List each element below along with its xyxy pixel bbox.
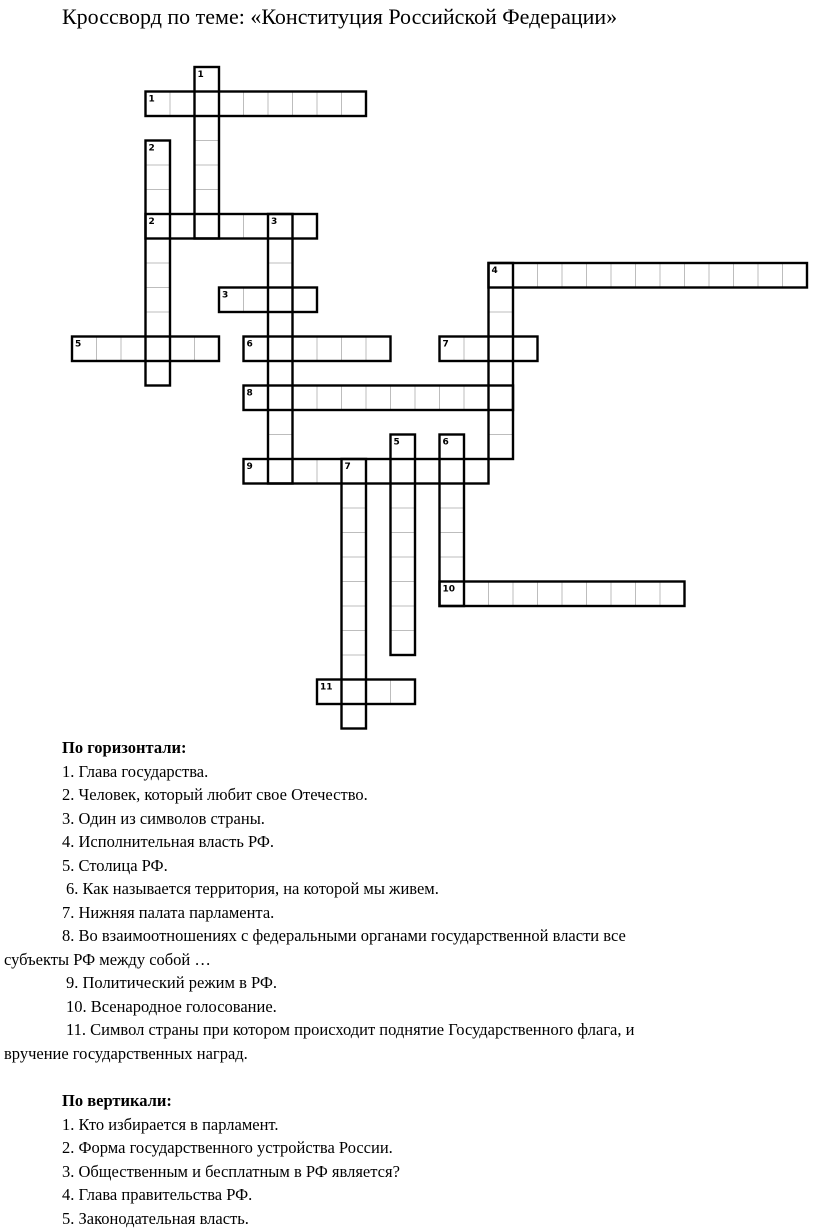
crossword-cell [195, 165, 220, 190]
crossword-cell [489, 386, 514, 411]
crossword-cell [195, 116, 220, 141]
crossword-cell [440, 459, 465, 484]
clue-v3: 3. Общественным и бесплатным в РФ является? [0, 1160, 816, 1184]
clue-h10: 10. Всенародное голосование. [0, 995, 816, 1019]
crossword-cell [587, 263, 612, 288]
crossword-cell [268, 288, 293, 313]
crossword-cell [146, 337, 171, 362]
clue-h9: 9. Политический режим в РФ. [0, 971, 816, 995]
crossword-cell [342, 582, 367, 607]
crossword-cell [146, 312, 171, 337]
clue-h8-line1: 8. Во взаимоотношениях с федеральными органами государственной власти все [0, 924, 816, 948]
clue-number-v6: 6 [443, 438, 449, 448]
crossword-cell [440, 386, 465, 411]
crossword-cell [513, 337, 538, 362]
crossword-cell [660, 263, 685, 288]
crossword-cell [464, 459, 489, 484]
crossword-cell [293, 214, 318, 239]
crossword-cell [146, 288, 171, 313]
clue-v5: 5. Законодательная власть. [0, 1207, 816, 1230]
clue-h7: 7. Нижняя палата парламента. [0, 901, 816, 925]
crossword-cell [489, 582, 514, 607]
clue-number-h2: 2 [149, 217, 155, 227]
crossword-cell [611, 263, 636, 288]
clue-number-v3: 3 [271, 217, 277, 227]
crossword-cell [268, 361, 293, 386]
clue-number-h5: 5 [75, 340, 81, 350]
crossword-cell [391, 680, 416, 705]
crossword-cell [195, 141, 220, 166]
crossword-cell [268, 459, 293, 484]
crossword-cell [366, 386, 391, 411]
crossword-cell [513, 582, 538, 607]
crossword-cell [293, 386, 318, 411]
crossword-cell [170, 214, 195, 239]
crossword-cell [783, 263, 808, 288]
crossword-cell [170, 337, 195, 362]
crossword-cell [391, 459, 416, 484]
crossword-cell [146, 165, 171, 190]
clue-h1: 1. Глава государства. [0, 760, 816, 784]
clue-h11-line2: вручение государственных наград. [0, 1042, 816, 1066]
crossword-cell [195, 214, 220, 239]
crossword-cell [562, 582, 587, 607]
clue-number-h11: 11 [320, 683, 333, 693]
clue-number-h9: 9 [247, 462, 253, 472]
crossword-cell [513, 263, 538, 288]
page-title: Кроссворд по теме: «Конституция Российской Федерации» [62, 4, 617, 30]
crossword-cell [342, 655, 367, 680]
crossword-cell [146, 239, 171, 264]
crossword-cell [709, 263, 734, 288]
crossword-cell [464, 386, 489, 411]
crossword-cell [317, 92, 342, 117]
crossword-cell [195, 92, 220, 117]
crossword-cell [391, 557, 416, 582]
crossword-cell [366, 680, 391, 705]
clue-number-h1: 1 [149, 95, 155, 105]
crossword-cell [342, 704, 367, 729]
clue-number-h8: 8 [247, 389, 253, 399]
crossword-cell [195, 190, 220, 215]
crossword-cell [317, 386, 342, 411]
crossword-cell [440, 508, 465, 533]
crossword-cell [342, 484, 367, 509]
crossword-cell [587, 582, 612, 607]
crossword-cell [489, 337, 514, 362]
crossword-cell [685, 263, 710, 288]
crossword-cell [440, 484, 465, 509]
horizontal-heading: По горизонтали: [0, 736, 816, 760]
crossword-cell [391, 582, 416, 607]
crossword-cell [562, 263, 587, 288]
clue-v2: 2. Форма государственного устройства России. [0, 1136, 816, 1160]
crossword-cell [342, 386, 367, 411]
crossword-cell [464, 337, 489, 362]
crossword-cell [342, 631, 367, 656]
crossword-cell [415, 386, 440, 411]
crossword-cell [146, 263, 171, 288]
crossword-cell [268, 435, 293, 460]
crossword-cell [758, 263, 783, 288]
crossword-cell [268, 239, 293, 264]
crossword-cell [734, 263, 759, 288]
clue-number-h4: 4 [492, 266, 498, 276]
clue-number-v5: 5 [394, 438, 400, 448]
crossword-cell [146, 361, 171, 386]
crossword-cell [366, 459, 391, 484]
crossword-cell [538, 263, 563, 288]
crossword-cell [268, 92, 293, 117]
crossword-cell [293, 288, 318, 313]
crossword-cell [636, 582, 661, 607]
crossword-cell [538, 582, 563, 607]
crossword-cell [317, 337, 342, 362]
crossword-cell [366, 337, 391, 362]
crossword-cell [342, 533, 367, 558]
crossword-cell [489, 361, 514, 386]
crossword-cell [464, 582, 489, 607]
crossword-cell [121, 337, 146, 362]
clue-h2: 2. Человек, который любит свое Отечество. [0, 783, 816, 807]
crossword-cell [268, 337, 293, 362]
clue-number-v1: 1 [198, 70, 204, 80]
crossword-cell [244, 288, 269, 313]
crossword-cell [342, 606, 367, 631]
crossword-cell [660, 582, 685, 607]
crossword-cell [293, 92, 318, 117]
clues-section [0, 736, 816, 1230]
crossword-cell [440, 533, 465, 558]
crossword-cell [146, 190, 171, 215]
crossword-cell [611, 582, 636, 607]
vertical-heading: По вертикали: [0, 1089, 816, 1113]
crossword-cell [342, 508, 367, 533]
crossword-cell [636, 263, 661, 288]
clue-number-h3: 3 [222, 291, 228, 301]
crossword-cell [268, 410, 293, 435]
clue-number-v7: 7 [345, 462, 351, 472]
crossword-cell [268, 386, 293, 411]
crossword-cell [244, 92, 269, 117]
crossword-cell [317, 459, 342, 484]
crossword-cell [195, 337, 220, 362]
clue-v1: 1. Кто избирается в парламент. [0, 1113, 816, 1137]
crossword-cell [244, 214, 269, 239]
crossword-cell [293, 337, 318, 362]
crossword-cell [97, 337, 122, 362]
crossword-cell [342, 557, 367, 582]
crossword-cell [391, 508, 416, 533]
clue-number-h6: 6 [247, 340, 253, 350]
clue-h5: 5. Столица РФ. [0, 854, 816, 878]
crossword-cell [268, 263, 293, 288]
crossword-cell [489, 410, 514, 435]
clue-h11-line1: 11. Символ страны при котором происходит поднятие Государственного флага, и [0, 1018, 816, 1042]
crossword-cell [342, 680, 367, 705]
crossword-cell [342, 337, 367, 362]
crossword-cell [415, 459, 440, 484]
clue-number-h10: 10 [443, 585, 456, 595]
crossword-cell [440, 557, 465, 582]
crossword-cell [391, 606, 416, 631]
clue-h4: 4. Исполнительная власть РФ. [0, 830, 816, 854]
crossword-cell [391, 631, 416, 656]
clue-number-h7: 7 [443, 340, 449, 350]
crossword-cell [489, 435, 514, 460]
crossword-cell [391, 386, 416, 411]
crossword-cell [219, 92, 244, 117]
crossword-cell [170, 92, 195, 117]
clue-v4: 4. Глава правительства РФ. [0, 1183, 816, 1207]
crossword-cell [391, 533, 416, 558]
crossword-cell [342, 92, 367, 117]
clue-number-v2: 2 [149, 144, 155, 154]
clue-h6: 6. Как называется территория, на которой мы живем. [0, 877, 816, 901]
clue-h3: 3. Один из символов страны. [0, 807, 816, 831]
clue-h8-line2: субъекты РФ между собой … [0, 948, 816, 972]
crossword-cell [293, 459, 318, 484]
crossword-cell [219, 214, 244, 239]
crossword-cell [489, 312, 514, 337]
crossword-cell [268, 312, 293, 337]
crossword-cell [391, 484, 416, 509]
crossword-cell [489, 288, 514, 313]
